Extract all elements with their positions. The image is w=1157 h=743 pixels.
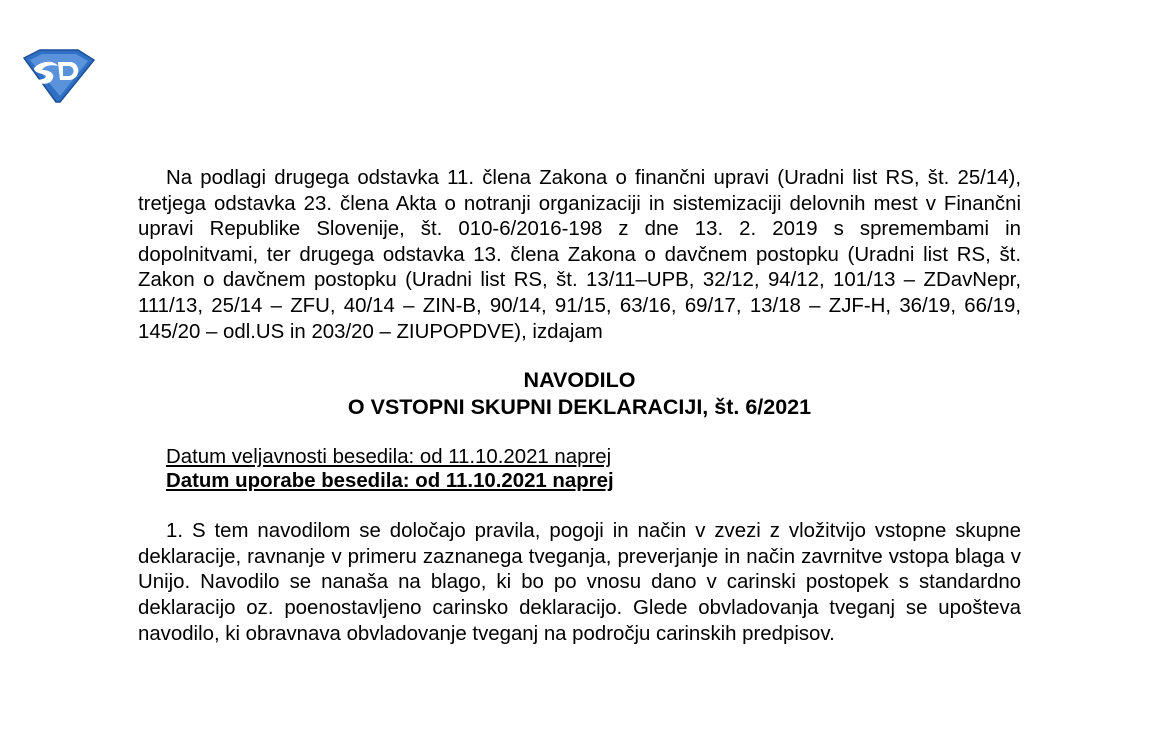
- document-body: [138, 166, 1021, 647]
- paragraph-1: 1. S tem navodilom se določajo pravila, pogoji in način v zvezi z vložitvijo vstopne skupne deklaracije, ravnanje v primeru zaznanega tveganja, preverjanje in način zavrnitve vstopa blaga v Unijo. Navodilo se nanaša na blago, ki bo po vnosu dano v carinski postopek s standardno deklaracijo oz. poenostavljeno carinsko deklaracijo. Glede obvladovanja tveganj se upošteva navodilo, ki obravnava obvladovanje tveganj na področju carinskih predpisov.: [138, 520, 1021, 645]
- preamble-paragraph: Na podlagi drugega odstavka 11. člena Zakona o finančni upravi (Uradni list RS, št. 25/14), tretjega odstavka 23. člena Akta o notranji organizaciji in sistemizaciji delovnih mest v Finančni upravi Republike Slovenije, št. 010-6/2016-198 z dne 13. 2. 2019 s spremembami in dopolnitvami, ter drugega odstavka 13. člena Zakona o davčnem postopku (Uradni list RS, št. Zakon o davčnem postopku (Uradni list RS, št. 13/11–UPB, 32/12, 94/12, 101/13 – ZDavNepr, 111/13, 25/14 – ZFU, 40/14 – ZIN-B, 90/14, 91/15, 63/16, 69/17, 13/18 – ZJF-H, 36/19, 66/19, 145/20 – odl.US in 203/20 – ZIUPOPDVE), izdajam: [138, 167, 1021, 343]
- date-info: [138, 445, 1021, 493]
- validity-date-line: [166, 445, 1021, 469]
- title-line-2: O VSTOPNI SKUPNI DEKLARACIJI, št. 6/2021: [347, 395, 812, 420]
- usage-date-text: Datum uporabe besedila: od 11.10.2021 naprej: [166, 470, 614, 493]
- usage-date-line: [166, 469, 1021, 493]
- title-line-1: NAVODILO: [523, 368, 636, 393]
- validity-date-text: Datum veljavnosti besedila: od 11.10.2021 naprej: [166, 446, 612, 469]
- fu-shield-logo-icon: [20, 48, 96, 104]
- document-title: [138, 367, 1021, 421]
